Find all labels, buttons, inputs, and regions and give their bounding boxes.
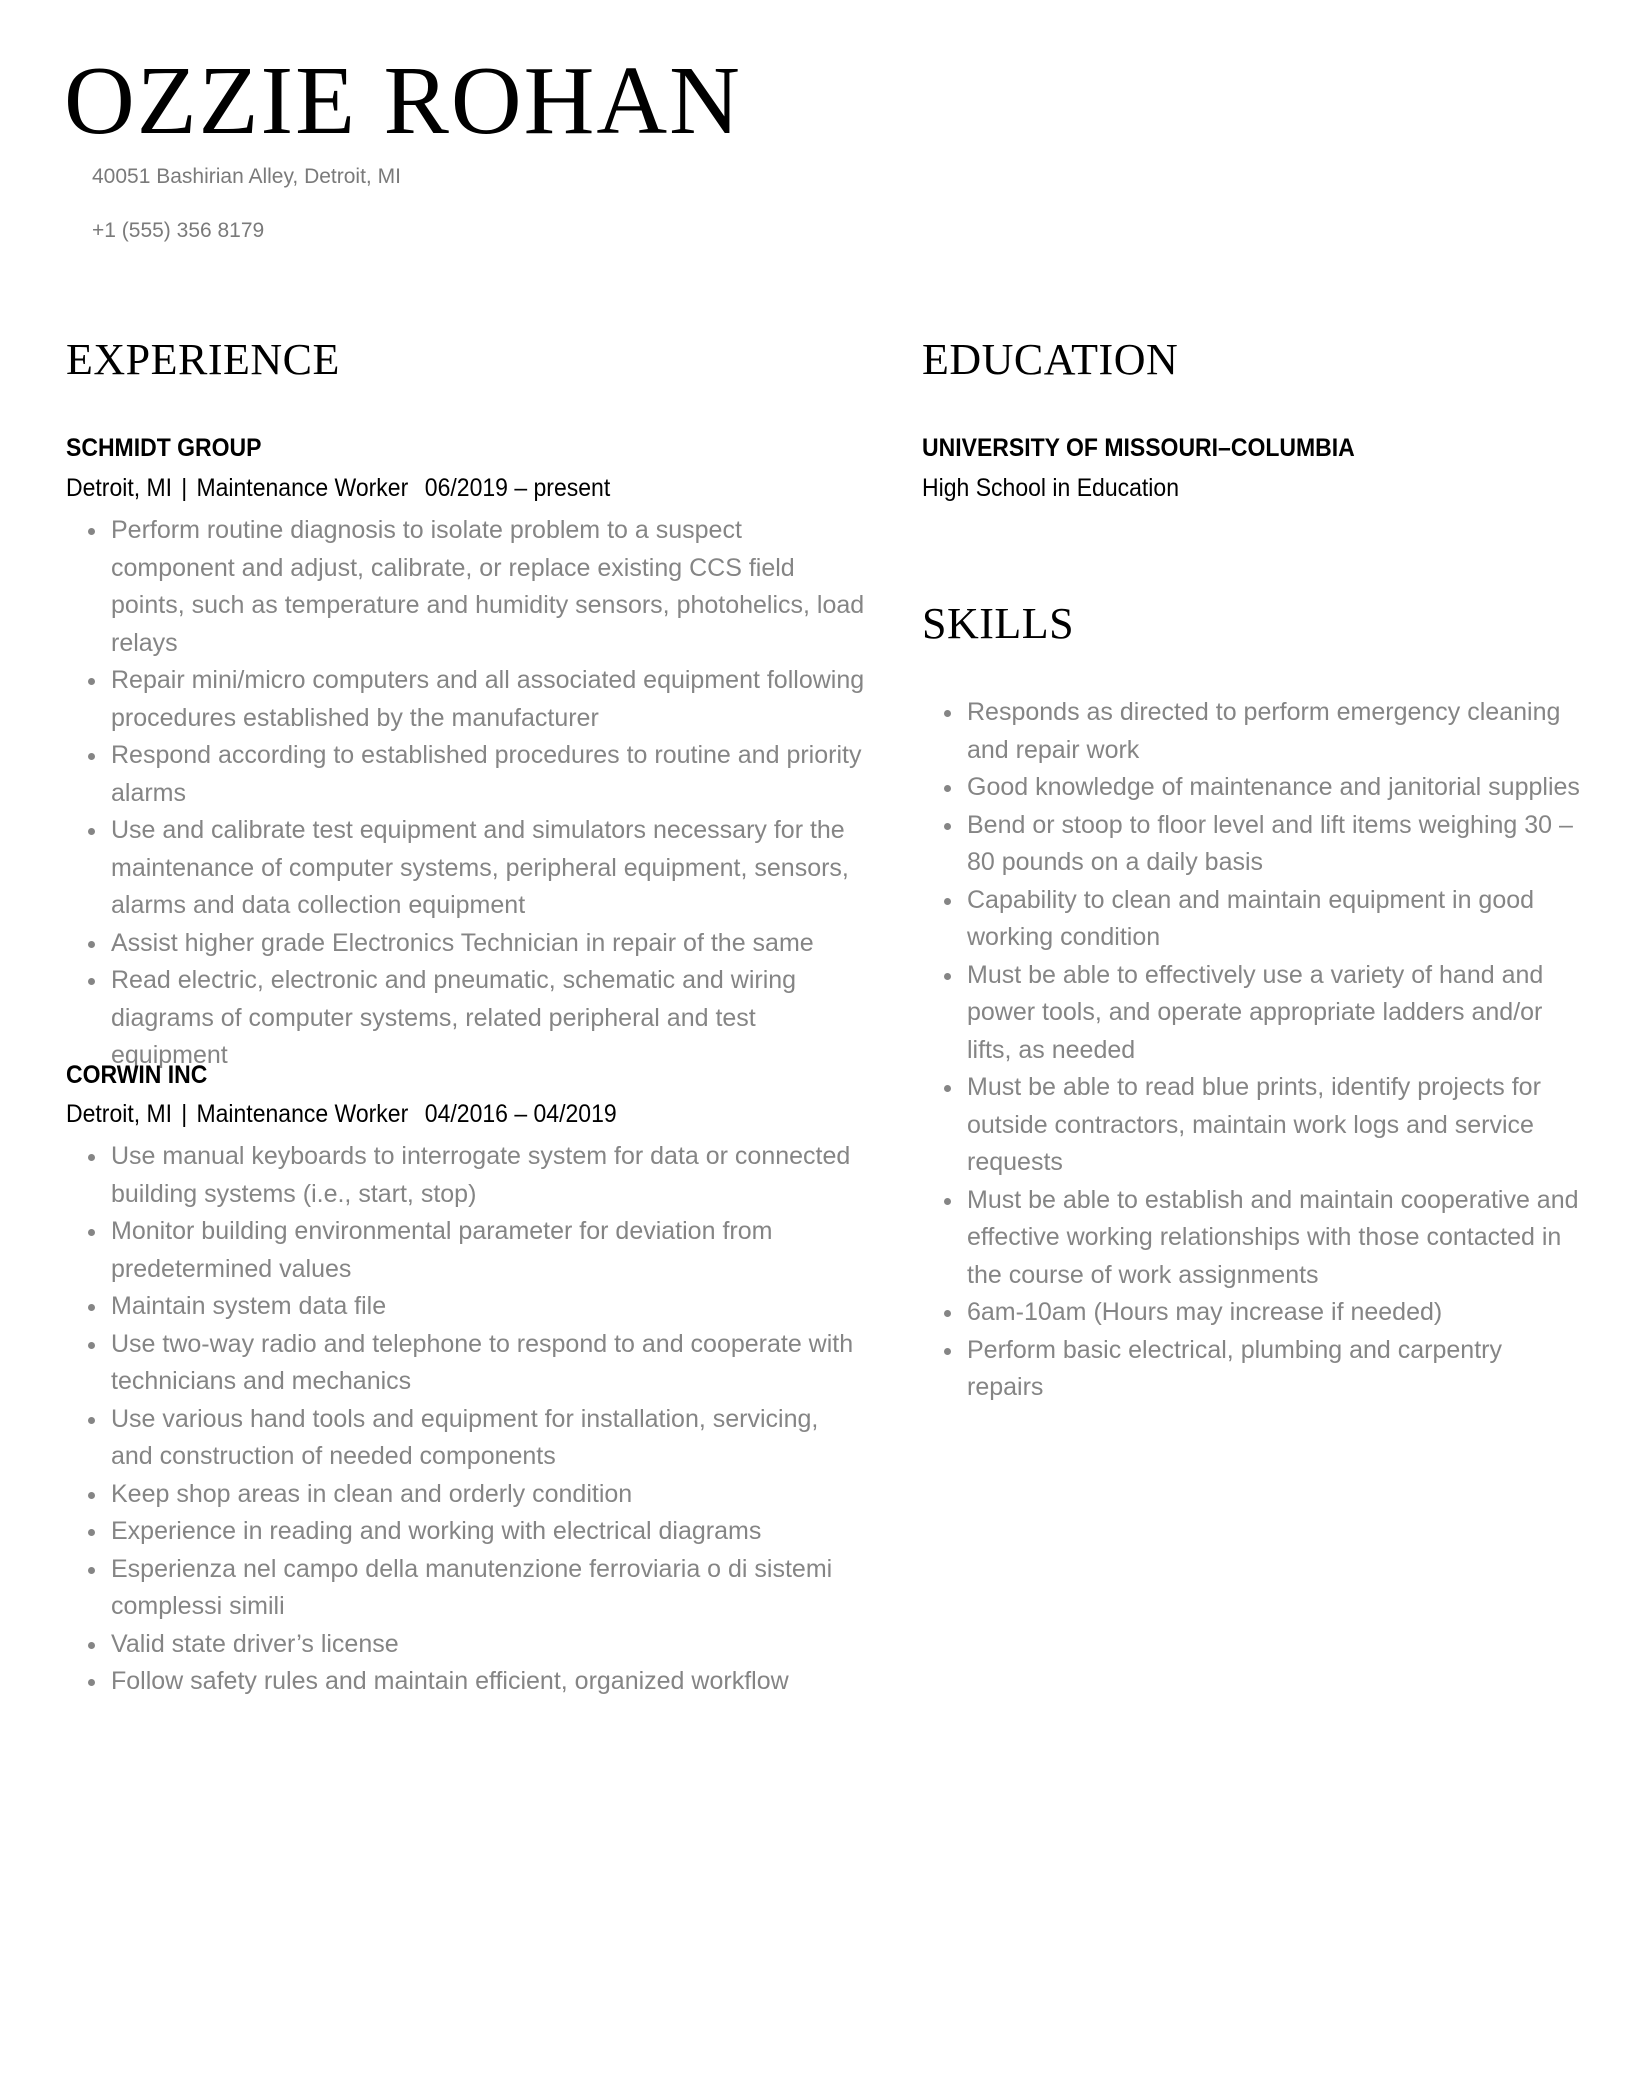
list-item: Assist higher grade Electronics Technician in repair of the same — [66, 925, 866, 963]
job-location: Detroit, MI — [66, 474, 173, 502]
job-company: SCHMIDT GROUP — [66, 434, 262, 462]
experience-heading: EXPERIENCE — [66, 335, 340, 384]
school-name: UNIVERSITY OF MISSOURI–COLUMBIA — [922, 434, 1355, 462]
education-heading: EDUCATION — [922, 335, 1179, 384]
list-item: Valid state driver’s license — [66, 1626, 866, 1664]
job-dates: 04/2016 – 04/2019 — [424, 1100, 617, 1128]
list-item: Use and calibrate test equipment and simulators necessary for the maintenance of computer systems, peripheral equipment, sensors, alarms and data collection equipment — [66, 812, 866, 925]
list-item: Bend or stoop to floor level and lift items weighing 30 – 80 pounds on a daily basis — [922, 807, 1582, 882]
list-item: Must be able to read blue prints, identify projects for outside contractors, maintain work logs and service requests — [922, 1069, 1582, 1182]
skills-list — [922, 694, 1582, 1407]
list-item: Use various hand tools and equipment for installation, servicing, and construction of needed components — [66, 1401, 866, 1476]
job-company: CORWIN INC — [66, 1061, 208, 1089]
list-item: Good knowledge of maintenance and janitorial supplies — [922, 769, 1582, 807]
job-separator: | — [181, 474, 188, 502]
list-item: Perform basic electrical, plumbing and carpentry repairs — [922, 1332, 1582, 1407]
list-item: Respond according to established procedures to routine and priority alarms — [66, 737, 866, 812]
list-item: Must be able to effectively use a variety of hand and power tools, and operate appropriate ladders and/or lifts, as needed — [922, 957, 1582, 1070]
phone-number: +1 (555) 356 8179 — [92, 219, 265, 242]
list-item: Keep shop areas in clean and orderly condition — [66, 1476, 866, 1514]
list-item: Esperienza nel campo della manutenzione ferroviaria o di sistemi complessi simili — [66, 1551, 866, 1626]
list-item: Experience in reading and working with electrical diagrams — [66, 1513, 866, 1551]
list-item: Repair mini/micro computers and all associated equipment following procedures established by the manufacturer — [66, 662, 866, 737]
list-item: Must be able to establish and maintain cooperative and effective working relationships with those contacted in the course of work assignments — [922, 1182, 1582, 1295]
candidate-name: OZZIE ROHAN — [64, 47, 742, 155]
job-details — [66, 476, 610, 501]
job-bullets — [66, 1138, 866, 1701]
degree: High School in Education — [922, 474, 1180, 502]
job-separator: | — [181, 1100, 188, 1128]
job-details — [66, 1102, 617, 1127]
list-item: Read electric, electronic and pneumatic, schematic and wiring diagrams of computer systems, related peripheral and test equipment — [66, 962, 866, 1075]
list-item: Use two-way radio and telephone to respond to and cooperate with technicians and mechanics — [66, 1326, 866, 1401]
list-item: Maintain system data file — [66, 1288, 866, 1326]
list-item: 6am-10am (Hours may increase if needed) — [922, 1294, 1582, 1332]
skills-heading: SKILLS — [922, 599, 1075, 648]
job-bullets — [66, 512, 866, 1075]
list-item: Perform routine diagnosis to isolate problem to a suspect component and adjust, calibrate, or replace existing CCS field points, such as temperature and humidity sensors, photohelics, load relays — [66, 512, 866, 662]
job-role: Maintenance Worker — [196, 1100, 409, 1128]
list-item: Monitor building environmental parameter for deviation from predetermined values — [66, 1213, 866, 1288]
list-item: Use manual keyboards to interrogate system for data or connected building systems (i.e., start, stop) — [66, 1138, 866, 1213]
job-location: Detroit, MI — [66, 1100, 173, 1128]
list-item: Responds as directed to perform emergency cleaning and repair work — [922, 694, 1582, 769]
job-role: Maintenance Worker — [196, 474, 409, 502]
job-dates: 06/2019 – present — [424, 474, 611, 502]
list-item: Follow safety rules and maintain efficient, organized workflow — [66, 1663, 866, 1701]
list-item: Capability to clean and maintain equipment in good working condition — [922, 882, 1582, 957]
address: 40051 Bashirian Alley, Detroit, MI — [92, 165, 401, 188]
